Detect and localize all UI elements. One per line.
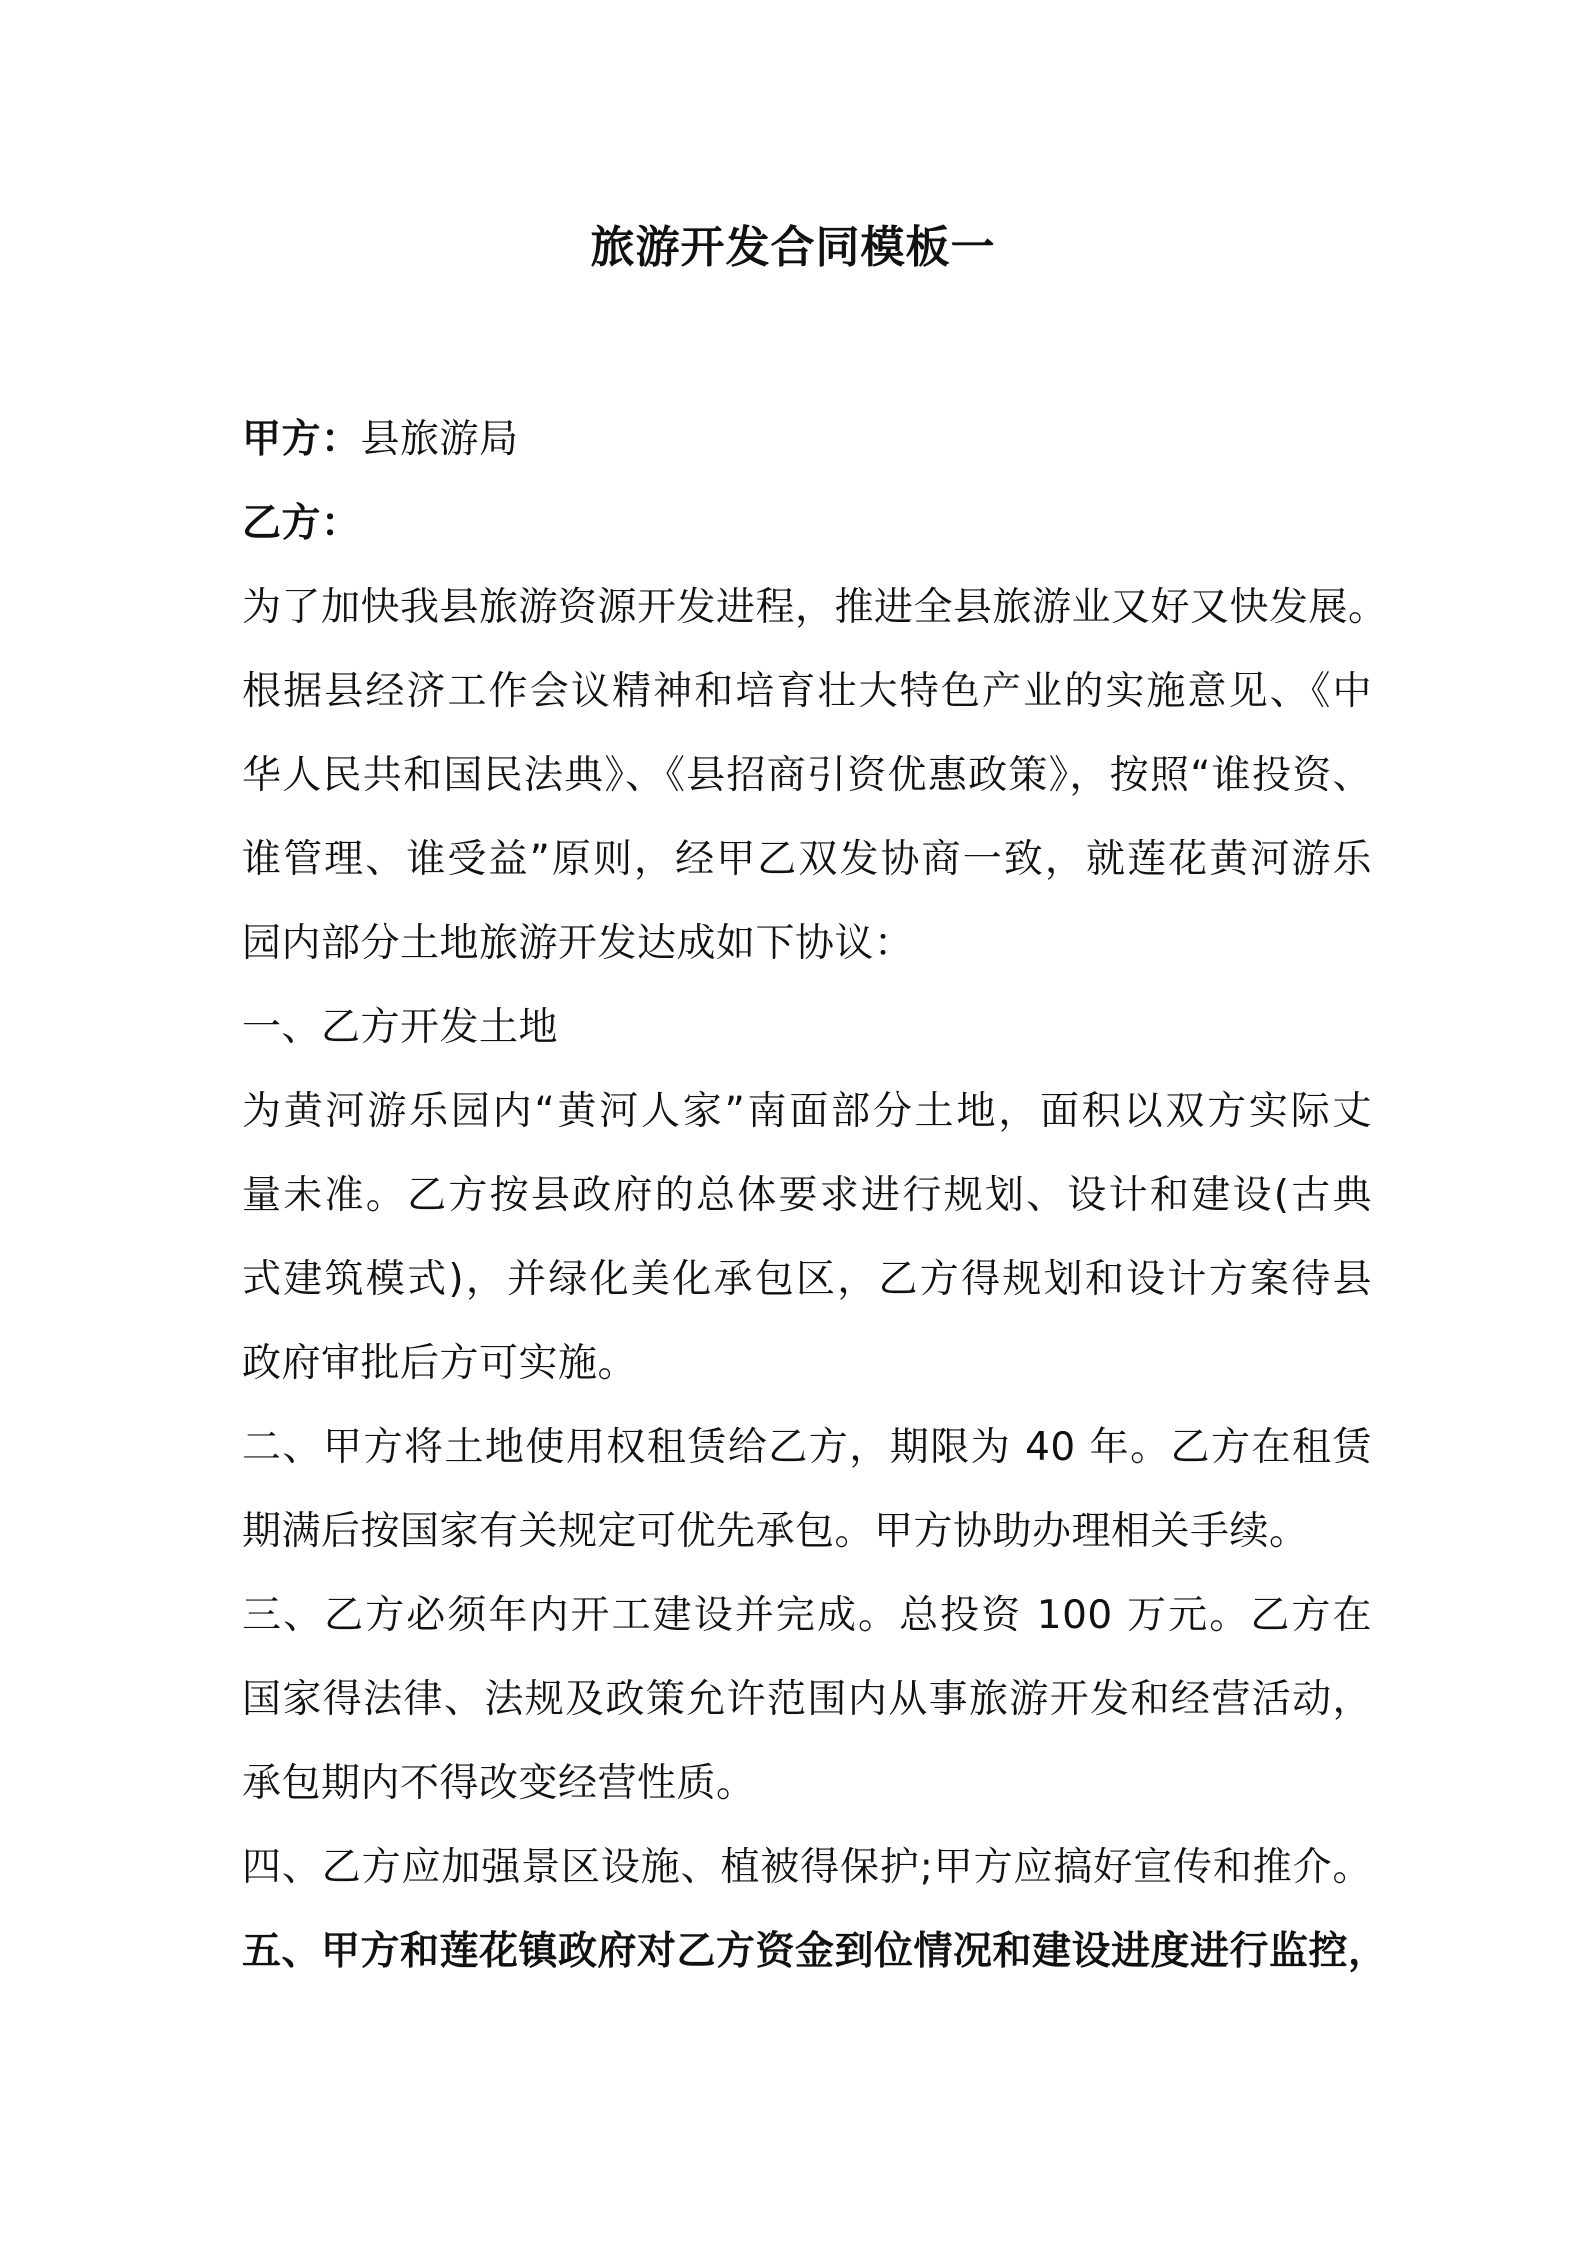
- document-body: [242, 398, 1388, 1994]
- party-b-label: 乙方：: [242, 501, 361, 546]
- text-line: 五、甲方和莲花镇政府对乙方资金到位情况和建设进度进行监控，: [242, 1929, 1388, 1974]
- party-a-label: 甲方：: [242, 417, 361, 462]
- text-line: 量未准。乙方按县政府的总体要求进行规划、设计和建设(古典: [242, 1173, 1372, 1218]
- text-line: 四、乙方应加强景区设施、植被得保护;甲方应搞好宣传和推介。: [242, 1845, 1372, 1890]
- text-line: 承包期内不得改变经营性质。: [242, 1761, 756, 1806]
- party-b-line: [242, 482, 1372, 566]
- text-line: 谁管理、谁受益”原则，经甲乙双发协商一致，就莲花黄河游乐: [242, 837, 1372, 882]
- text-line: 式建筑模式)，并绿化美化承包区，乙方得规划和设计方案待县: [242, 1257, 1372, 1302]
- text-line: 二、甲方将土地使用权租赁给乙方，期限为 40 年。乙方在租赁: [242, 1425, 1372, 1470]
- section-heading: 一、乙方开发土地: [242, 1005, 559, 1050]
- text-line: 期满后按国家有关规定可优先承包。甲方协助办理相关手续。: [242, 1509, 1309, 1554]
- party-a-value: 县旅游局: [360, 417, 519, 462]
- text-line: 华人民共和国民法典》、《县招商引资优惠政策》，按照“谁投资、: [242, 753, 1372, 798]
- text-line: 为了加快我县旅游资源开发进程，推进全县旅游业又好又快发展。: [242, 585, 1388, 630]
- text-line: 根据县经济工作会议精神和培育壮大特色产业的实施意见、《中: [242, 669, 1372, 714]
- text-line: 政府审批后方可实施。: [242, 1341, 638, 1386]
- party-a-line: [242, 398, 1372, 482]
- text-line: 园内部分土地旅游开发达成如下协议：: [242, 921, 914, 966]
- document-title: 旅游开发合同模板一: [590, 222, 996, 273]
- text-line: 三、乙方必须年内开工建设并完成。总投资 100 万元。乙方在: [242, 1593, 1372, 1638]
- text-line: 国家得法律、法规及政策允许范围内从事旅游开发和经营活动，: [242, 1677, 1372, 1722]
- text-line: 为黄河游乐园内“黄河人家”南面部分土地，面积以双方实际丈: [242, 1089, 1372, 1134]
